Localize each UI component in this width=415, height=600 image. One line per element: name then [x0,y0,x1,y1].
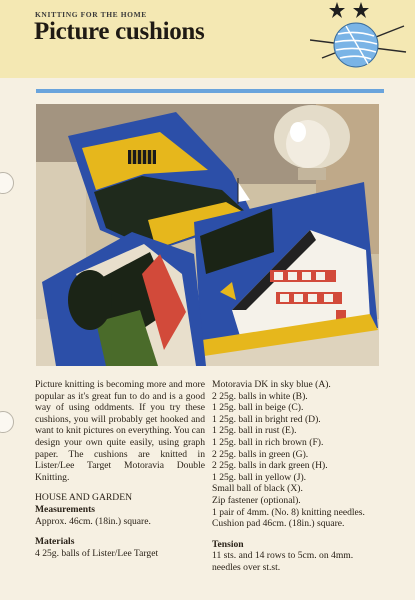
right-column [212,379,382,574]
material-line: 1 25g. ball in beige (C). [212,402,304,414]
star-icon [353,2,369,18]
materials-heading: Materials [35,536,75,548]
binder-hole [0,411,14,433]
measurements-text: Approx. 46cm. (18in.) square. [35,515,151,527]
left-column [35,379,205,559]
section-heading: HOUSE AND GARDEN [35,492,133,504]
page-title: Picture cushions [34,18,205,45]
tension-heading: Tension [212,538,244,550]
material-line: 1 pair of 4mm. (No. 8) knitting needles. [212,506,365,518]
yarn-ball-logo-icon [310,0,410,72]
tension-line: 11 sts. and 14 rows to 5cm. on 4mm. [212,550,354,562]
measurements-heading: Measurements [35,503,96,515]
star-icon [329,2,345,18]
series-label: KNITTING FOR THE HOME [35,10,147,19]
material-line: 1 25g. ball in bright red (D). [212,413,321,425]
tension-line: needles over st.st. [212,561,281,573]
divider-rule [36,89,384,93]
material-line: Zip fastener (optional). [212,494,301,506]
material-line: 1 25g. ball in rich brown (F). [212,436,324,448]
binder-hole [0,172,14,194]
material-line: 2 25g. balls in green (G). [212,448,309,460]
material-line: Motoravia DK in sky blue (A). [212,379,331,390]
material-line: 1 25g. ball in rust (E). [212,425,297,437]
header-band [0,0,415,78]
material-line: 2 25g. balls in dark green (H). [212,460,328,472]
material-line: Small ball of black (X). [212,483,303,495]
materials-lead: 4 25g. balls of Lister/Lee Target [35,547,159,559]
material-line: Cushion pad 46cm. (18in.) square. [212,518,345,530]
cushions-photo [36,104,379,366]
material-line: 1 25g. ball in yellow (J). [212,471,307,483]
intro-paragraph: Picture knitting is becoming more and more popular as it's great fun to do and is a good way of using oddments. If you try these cushions, you will probably get hooked and want to knit pictures on everything. You can design your own quite easily, using graph paper. The cushions are knitted in Lister/Lee Target Motoravia Double Knitting. [35,379,205,483]
material-line: 2 25g. balls in white (B). [212,390,308,402]
